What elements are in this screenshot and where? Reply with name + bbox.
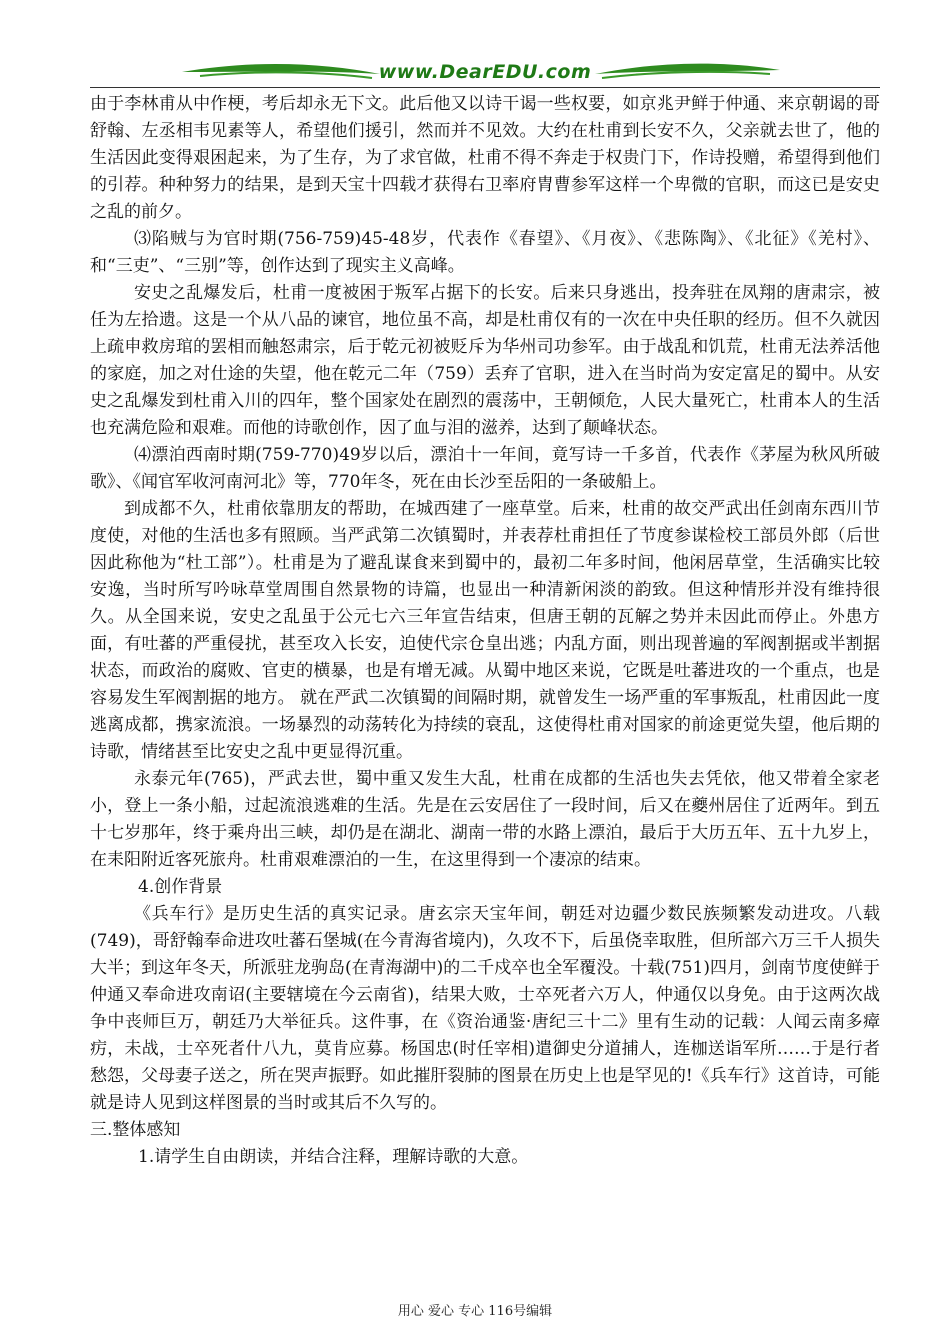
paragraph-period-4: ⑷漂泊西南时期(759-770)49岁以后，漂泊十一年间，竟写诗一千多首，代表作《茅屋为秋风所破歌》、《闻官军收河南河北》等，770年冬，死在由长沙至岳阳的一条破船上。 [90, 445, 880, 492]
page-footer: 用心 爱心 专心 116号编辑 [397, 1304, 553, 1319]
paragraph-chengdu: 到成都不久，杜甫依靠朋友的帮助，在城西建了一座草堂。后来，杜甫的故交严武出任剑南东西川节度使，对他的生活也多有照顾。当严武第二次镇蜀时，并表荐杜甫担任了节度参谋检校工部员外郎（后世因此称他为“杜工部”）。杜甫是为了避乱谋食来到蜀中的，最初二年多时间，他闲居草堂，生活确实比较安逸，当时所写吟咏草堂周围自然景物的诗篇，也显出一种清新闲淡的韵致。但这种情形并没有维持很久。从全国来说，安史之乱虽于公元七六三年宣告结束，但唐王朝的瓦解之势并未因此而停止。外患方面，有吐蕃的严重侵扰，甚至攻入长安，迫使代宗仓皇出逃；内乱方面，则出现普遍的军阀割据或半割据状态，而政治的腐败、官吏的横暴，也是有增无减。从蜀中地区来说，它既是吐蕃进攻的一个重点，也是容易发生军阀割据的地方。 就在严武二次镇蜀的间隔时期，就曾发生一场严重的军事叛乱，杜甫因此一度逃离成都，携家流浪。一场暴烈的动荡转化为持续的衰乱，这使得杜甫对国家的前途更觉失望，他后期的诗歌，情绪甚至比安史之乱中更显得沉重。 [90, 499, 880, 762]
paragraph-bingchexing-background: 《兵车行》是历史生活的真实记录。唐玄宗天宝年间，朝廷对边疆少数民族频繁发动进攻。八载(749)，哥舒翰奉命进攻吐蕃石堡城(在今青海省境内)，久攻不下，后虽侥幸取胜，但所部六万三千人损失大半；到这年冬天，所派驻龙驹岛(在青海湖中)的二千戍卒也全军覆没。十载(751)四月，剑南节度使鲜于仲通又奉命进攻南诏(主要辖境在今云南省)，结果大败，士卒死者六万人，仲通仅以身免。由于这两次战争中丧师巨万，朝廷乃大举征兵。这件事，在《资治通鉴·唐纪三十二》里有生动的记载：人闻云南多瘴疠，未战，士卒死者什八九，莫肯应募。杨国忠(时任宰相)遣御史分道捕人，连枷送诣军所……于是行者愁怨，父母妻子送之，所在哭声振野。如此摧肝裂肺的图景在历史上也是罕见的!《兵车行》这首诗，可能就是诗人见到这样图景的当时或其后不久写的。 [90, 904, 880, 1113]
section-heading-background: 4.创作背景 [138, 877, 223, 897]
section-heading-overall: 三.整体感知 [90, 1120, 181, 1140]
header-rule [90, 87, 880, 88]
paragraph-yongtai: 永泰元年(765)，严武去世，蜀中重又发生大乱，杜甫在成都的生活也失去凭依，他又带着全家老小，登上一条小船，过起流浪逃难的生活。先是在云安居住了一段时间，后又在夔州居住了近两年。到五十七岁那年，终于乘舟出三峡，却仍是在湖北、湖南一带的水路上漂泊，最后于大历五年、五十九岁上，在耒阳附近客死旅舟。杜甫艰难漂泊的一生，在这里得到一个凄凉的结束。 [90, 769, 880, 870]
paragraph-period-3: ⑶陷贼与为官时期(756-759)45-48岁，代表作《春望》、《月夜》、《悲陈陶》、《北征》《羌村》、和“三吏”、“三别”等，创作达到了现实主义高峰。 [90, 229, 880, 276]
task-item-1: 1.请学生自由朗读，并结合注释，理解诗歌的大意。 [138, 1147, 529, 1167]
document-body [90, 91, 880, 1171]
page-header [90, 48, 880, 92]
paragraph-anshi-rebellion: 安史之乱爆发后，杜甫一度被困于叛军占据下的长安。后来只身逃出，投奔驻在凤翔的唐肃宗，被任为左拾遗。这是一个从八品的谏官，地位虽不高，却是杜甫仅有的一次在中央任职的经历。但不久就因上疏申救房琯的罢相而触怒肃宗，后于乾元初被贬斥为华州司功参军。由于战乱和饥荒，杜甫无法养活他的家庭，加之对仕途的失望，他在乾元二年（759）丢弃了官职，进入在当时尚为安定富足的蜀中。从安史之乱爆发到杜甫入川的四年，整个国家处在剧烈的震荡中，王朝倾危，人民大量死亡，杜甫本人的生活也充满危险和艰难。而他的诗歌创作，因了血与泪的滋养，达到了颠峰状态。 [90, 283, 880, 438]
site-brand[interactable]: www.DearEDU.com [378, 61, 592, 83]
paragraph-official-seeking: 由于李林甫从中作梗，考后却永无下文。此后他又以诗干谒一些权要，如京兆尹鲜于仲通、来京朝谒的哥舒翰、左丞相韦见素等人，希望他们援引，然而并不见效。大约在杜甫到长安不久，父亲就去世了，他的生活因此变得艰困起来，为了生存，为了求官做，杜甫不得不奔走于权贵门下，作诗投赠，希望得到他们的引荐。种种努力的结果，是到天宝十四载才获得右卫率府胄曹参军这样一个卑微的官职，而这已是安史之乱的前夕。 [90, 94, 880, 222]
